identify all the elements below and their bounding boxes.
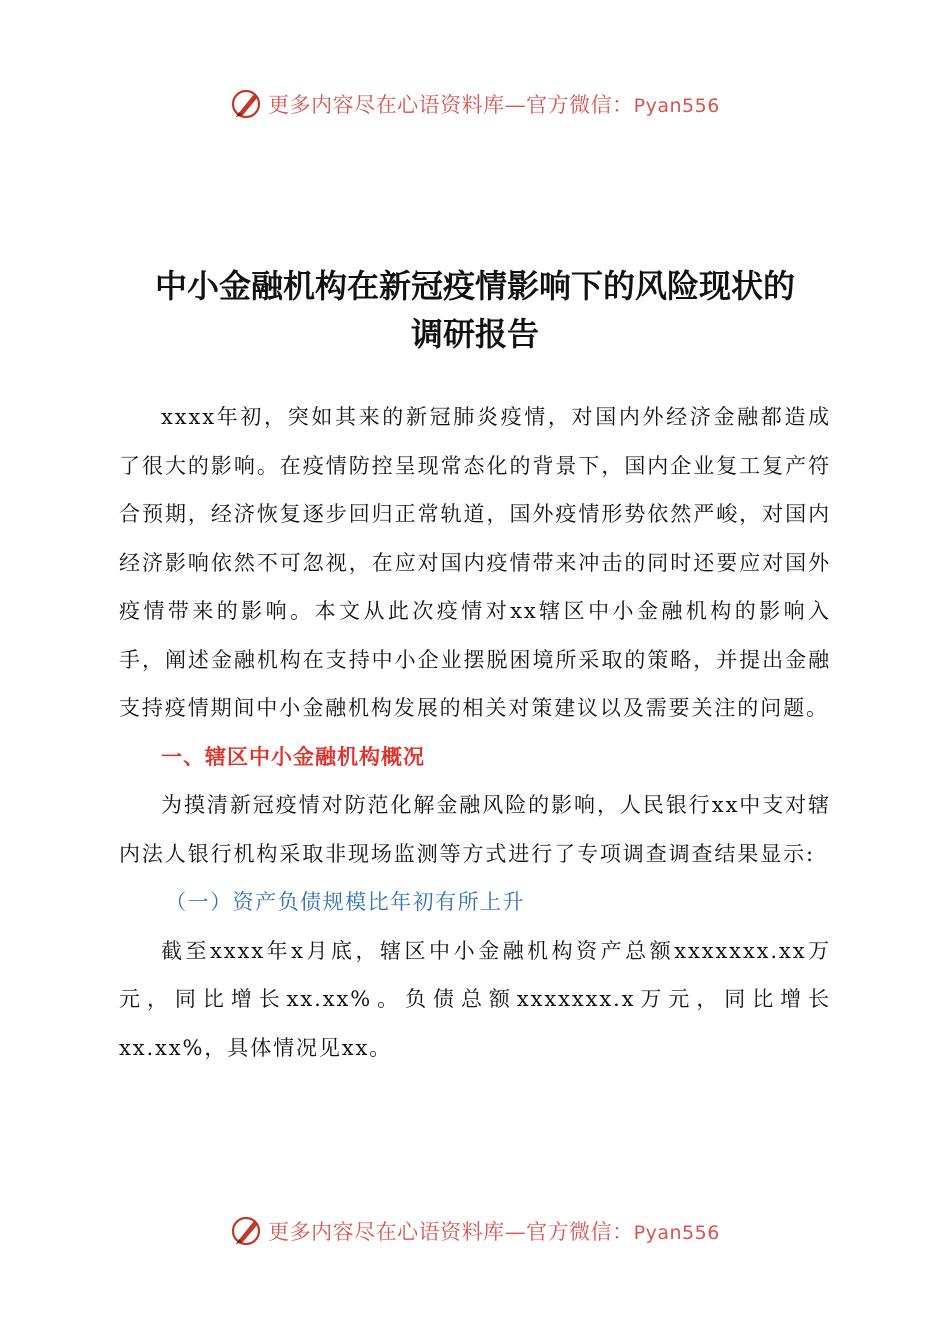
wechat-id: Pyan556: [633, 95, 720, 117]
document-title: [0, 262, 950, 358]
intro-paragraph: xxxx年初，突如其来的新冠肺炎疫情，对国内外经济金融都造成了很大的影响。在疫情防控呈现常态化的背景下，国内企业复工复产符合预期，经济恢复逐步回归正常轨道，国外疫情形势依然严峻，对国内经济影响依然不可忽视，在应对国内疫情带来冲击的同时还要应对国外疫情带来的影响。本文从此次疫情对xx辖区中小金融机构的影响入手，阐述金融机构在支持中小企业摆脱困境所采取的策略，并提出金融支持疫情期间中小金融机构发展的相关对策建议以及需要关注的问题。: [119, 405, 831, 720]
watermark-text: 更多内容尽在心语资料库—官方微信：Pyan556: [268, 93, 720, 117]
section-1-paragraph: 为摸清新冠疫情对防范化解金融风险的影响，人民银行xx中支对辖内法人银行机构采取非现场监测等方式进行了专项调查调查结果显示:: [119, 793, 831, 866]
subsection-heading-1: （一）资产负债规模比年初有所上升: [165, 890, 526, 914]
title-line-2: 调研报告: [410, 315, 539, 353]
header-watermark: [0, 84, 950, 124]
subsection-1-paragraph: 截至xxxx年x月底，辖区中小金融机构资产总额xxxxxxx.xx万元，同比增长xx.xx%。负债总额xxxxxxx.x万元，同比增长xx.xx%，具体情况见xx。: [119, 938, 831, 1060]
footer-watermark: [0, 1211, 950, 1251]
section-heading-1: 一、辖区中小金融机构概况: [161, 744, 425, 769]
document-body: [119, 393, 831, 1072]
pen-logo-icon: [230, 1214, 264, 1248]
wechat-id: Pyan556: [633, 1222, 720, 1244]
pen-logo-icon: [230, 87, 264, 121]
title-line-1: 中小金融机构在新冠疫情影响下的风险现状的: [154, 267, 795, 305]
watermark-text: 更多内容尽在心语资料库—官方微信：Pyan556: [268, 1220, 720, 1244]
